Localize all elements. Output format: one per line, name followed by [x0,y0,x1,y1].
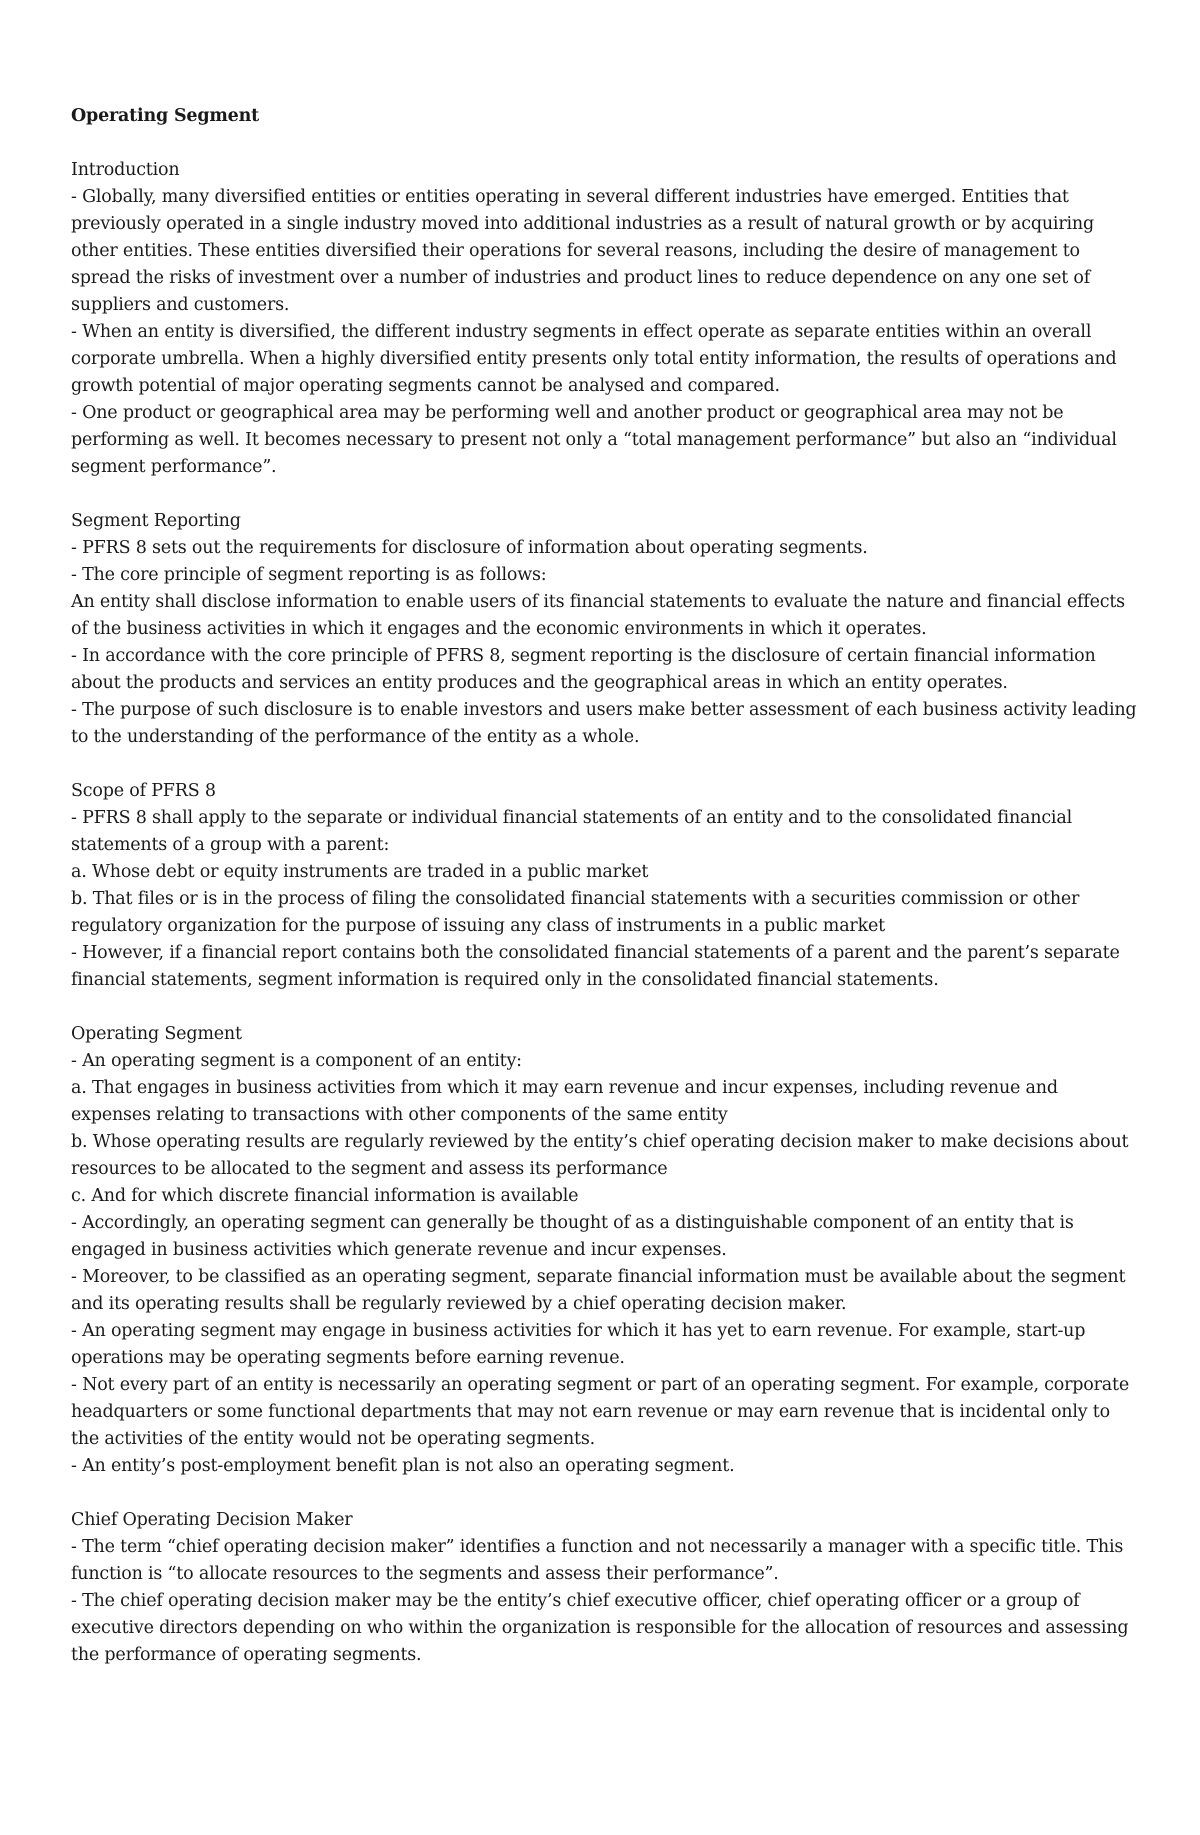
section-segment-reporting [71,508,1141,751]
section-heading: Segment Reporting [71,511,241,531]
paragraph: - The chief operating decision maker may be the entity’s chief executive officer, chief operating officer or a group of executive directors depending on who within the organization is responsible for the allocation of resources and assessing the performance of operating segments. [71,1591,1129,1665]
section-introduction [71,157,1141,481]
paragraph: An entity shall disclose information to enable users of its financial statements to evaluate the nature and financial effects of the business activities in which it engages and the economic environments in which it operates. [71,592,1125,639]
paragraph: - The core principle of segment reporting is as follows: [71,565,547,585]
section-heading: Chief Operating Decision Maker [71,1510,353,1530]
paragraph: b. Whose operating results are regularly reviewed by the entity’s chief operating decision maker to make decisions about resources to be allocated to the segment and assess its performance [71,1132,1129,1179]
paragraph: - An operating segment is a component of an entity: [71,1051,522,1071]
section-heading: Scope of PFRS 8 [71,781,216,801]
section-chief-operating-decision-maker [71,1507,1141,1669]
paragraph: - PFRS 8 sets out the requirements for disclosure of information about operating segments. [71,538,868,558]
paragraph: - The term “chief operating decision maker” identifies a function and not necessarily a manager with a specific title. This function is “to allocate resources to the segments and assess their performance”. [71,1537,1124,1584]
paragraph: - An operating segment may engage in business activities for which it has yet to earn revenue. For example, start-up operations may be operating segments before earning revenue. [71,1321,1086,1368]
paragraph: - Moreover, to be classified as an operating segment, separate financial information must be available about the segment and its operating results shall be regularly reviewed by a chief operating decision maker. [71,1267,1126,1314]
document-page [71,103,1141,1696]
paragraph: a. Whose debt or equity instruments are traded in a public market [71,862,649,882]
section-heading: Introduction [71,160,180,180]
paragraph: - Globally, many diversified entities or entities operating in several different industries have emerged. Entities that previously operated in a single industry moved into additional industries as a result of natural growth or by acquiring other entities. These entities diversified their operations for several reasons, including the desire of management to spread the risks of investment over a number of industries and product lines to reduce dependence on any one set of suppliers and customers. [71,187,1094,315]
paragraph: - An entity’s post-employment benefit plan is not also an operating segment. [71,1456,735,1476]
paragraph: - However, if a financial report contains both the consolidated financial statements of a parent and the parent’s separate financial statements, segment information is required only in the consolidated financial statements. [71,943,1120,990]
paragraph: - In accordance with the core principle of PFRS 8, segment reporting is the disclosure of certain financial information about the products and services an entity produces and the geographical areas in which an entity operates. [71,646,1096,693]
paragraph: c. And for which discrete financial information is available [71,1186,579,1206]
section-heading: Operating Segment [71,1024,242,1044]
paragraph: - Accordingly, an operating segment can generally be thought of as a distinguishable component of an entity that is engaged in business activities which generate revenue and incur expenses. [71,1213,1074,1260]
paragraph: a. That engages in business activities from which it may earn revenue and incur expenses, including revenue and expenses relating to transactions with other components of the same entity [71,1078,1058,1125]
paragraph: - The purpose of such disclosure is to enable investors and users make better assessment of each business activity leading to the understanding of the performance of the entity as a whole. [71,700,1137,747]
paragraph: - One product or geographical area may be performing well and another product or geographical area may not be performing as well. It becomes necessary to present not only a “total management performance” but also an “individual segment performance”. [71,403,1117,477]
document-title: Operating Segment [71,106,260,126]
paragraph: - When an entity is diversified, the different industry segments in effect operate as separate entities within an overall corporate umbrella. When a highly diversified entity presents only total entity information, the results of operations and growth potential of major operating segments cannot be analysed and compared. [71,322,1117,396]
paragraph: - PFRS 8 shall apply to the separate or individual financial statements of an entity and to the consolidated financial statements of a group with a parent: [71,808,1072,855]
section-operating-segment [71,1021,1141,1480]
paragraph: - Not every part of an entity is necessarily an operating segment or part of an operating segment. For example, corporate headquarters or some functional departments that may not earn revenue or may earn revenue that is incidental only to the activities of the entity would not be operating segments. [71,1375,1130,1449]
paragraph: b. That files or is in the process of filing the consolidated financial statements with a securities commission or other regulatory organization for the purpose of issuing any class of instruments in a public market [71,889,1080,936]
section-scope-of-pfrs-8 [71,778,1141,994]
